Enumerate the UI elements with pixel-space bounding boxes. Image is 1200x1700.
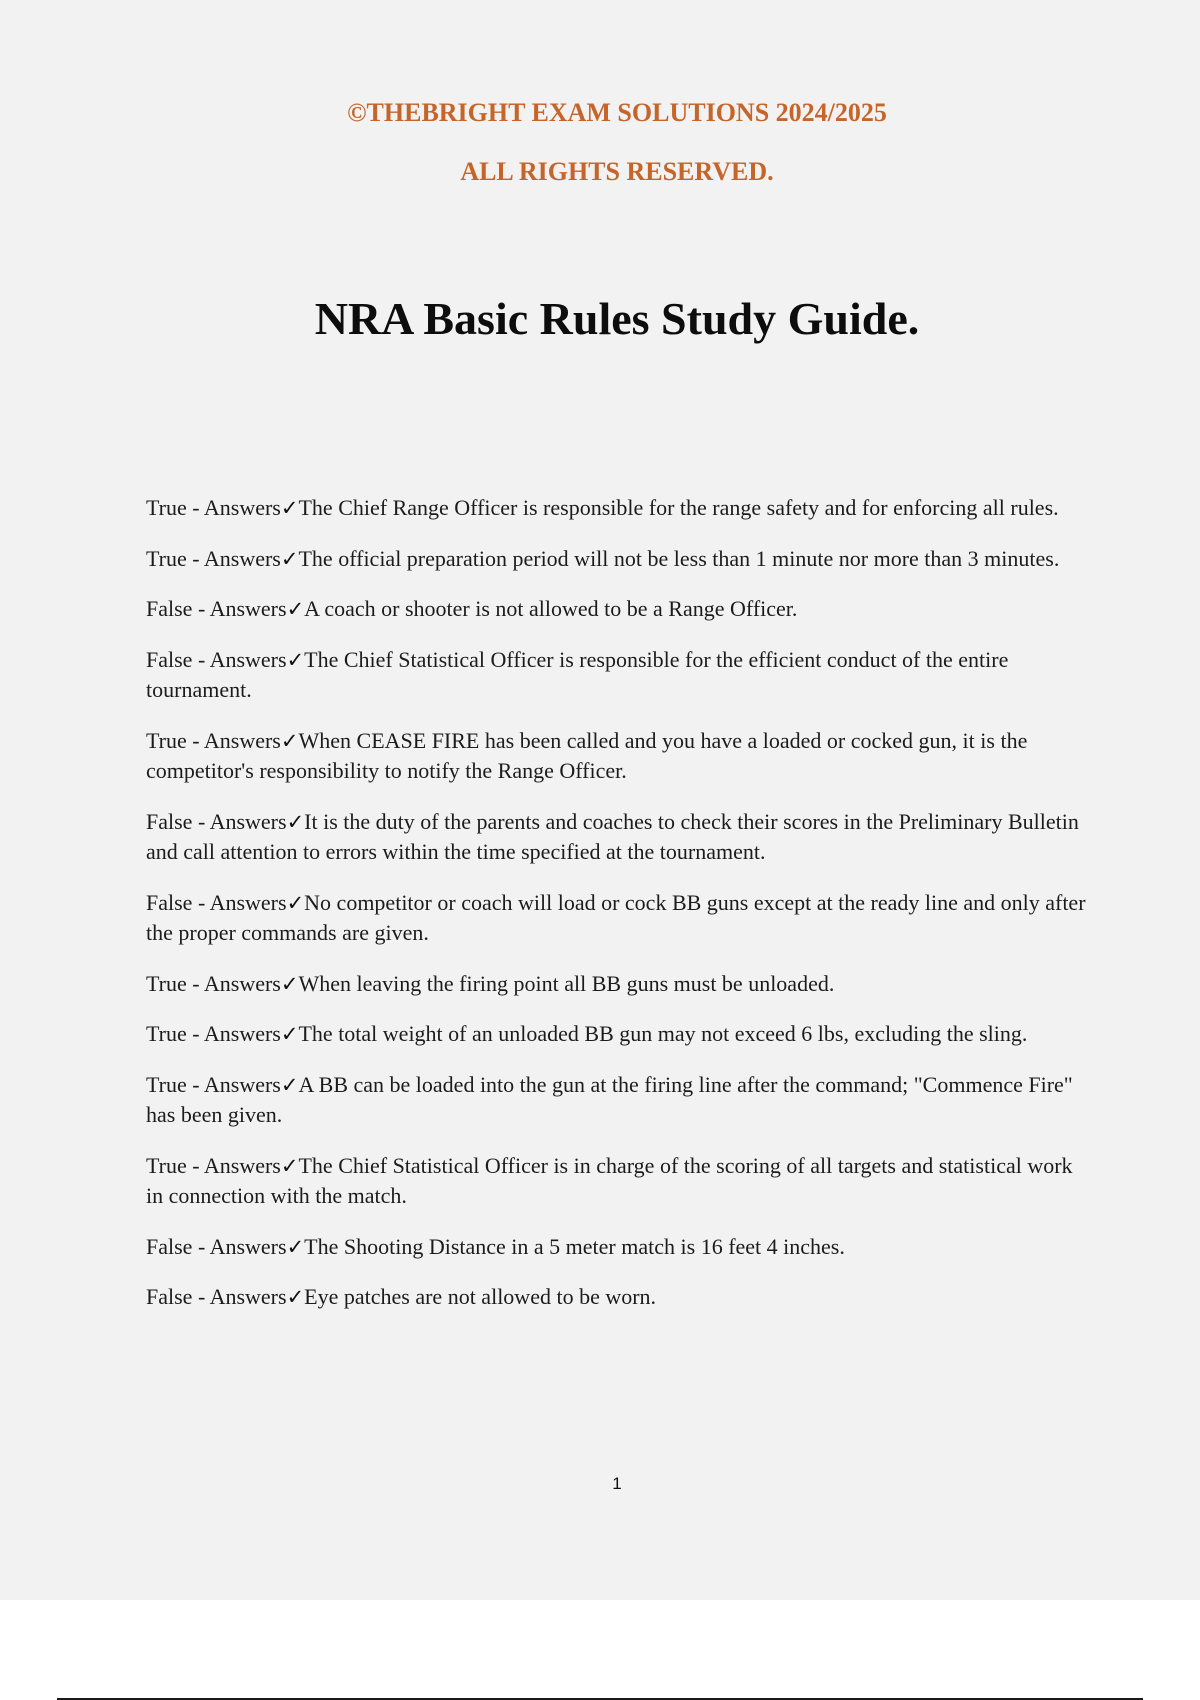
answer-item xyxy=(146,1019,1091,1050)
answer-separator: - Answers xyxy=(192,1233,287,1259)
answer-item xyxy=(146,1070,1091,1131)
answer-separator: - Answers xyxy=(186,1021,281,1046)
answer-item xyxy=(146,544,1091,575)
statement-text: When CEASE FIRE has been called and you have a loaded or cocked gun, it is the competitor's responsibility to notify the Range Officer. xyxy=(146,727,1028,783)
check-mark-icon: ✓ xyxy=(280,1153,299,1178)
statement-text: The Chief Statistical Officer is in charge of the scoring of all targets and statistical work in connection with the match. xyxy=(146,1152,1073,1208)
check-mark-icon: ✓ xyxy=(280,496,299,520)
statement-text: No competitor or coach will load or cock BB guns except at the ready line and only after the proper commands are given. xyxy=(146,889,1086,945)
statement-text: The Chief Range Officer is responsible for the range safety and for enforcing all rules. xyxy=(298,495,1059,520)
answer-value: True xyxy=(146,495,187,520)
statement-text: When leaving the firing point all BB guns must be unloaded. xyxy=(298,970,835,996)
statement-text: A coach or shooter is not allowed to be a Range Officer. xyxy=(304,596,798,621)
answer-item xyxy=(146,888,1091,949)
answer-separator: - Answers xyxy=(192,889,287,915)
check-mark-icon: ✓ xyxy=(280,546,299,571)
statement-text: A BB can be loaded into the gun at the firing line after the command; "Commence Fire" has been given. xyxy=(146,1071,1073,1127)
answer-value: False xyxy=(146,1233,193,1259)
check-mark-icon: ✓ xyxy=(286,647,305,672)
answer-separator: - Answers xyxy=(186,970,281,996)
check-mark-icon: ✓ xyxy=(280,1022,299,1046)
answer-separator: - Answers xyxy=(186,495,281,520)
answer-separator: - Answers xyxy=(192,1284,287,1309)
check-mark-icon: ✓ xyxy=(280,971,299,996)
answer-item xyxy=(146,726,1091,787)
check-mark-icon: ✓ xyxy=(280,728,299,753)
answer-value: False xyxy=(146,1284,193,1309)
answer-value: True xyxy=(146,1021,187,1046)
statement-text: It is the duty of the parents and coaches to check their scores in the Preliminary Bulletin and call attention to errors within the time specified at the tournament. xyxy=(146,808,1079,864)
check-mark-icon: ✓ xyxy=(286,1234,305,1259)
statement-text: The Chief Statistical Officer is responsible for the efficient conduct of the entire tournament. xyxy=(146,646,1009,702)
answer-item xyxy=(146,645,1091,706)
answer-value: True xyxy=(146,1152,187,1178)
check-mark-icon: ✓ xyxy=(286,809,305,834)
answer-item xyxy=(146,969,1091,1000)
answer-separator: - Answers xyxy=(186,727,281,753)
answer-value: True xyxy=(146,970,187,996)
check-mark-icon: ✓ xyxy=(286,597,305,621)
check-mark-icon: ✓ xyxy=(286,1285,305,1309)
answer-separator: - Answers xyxy=(192,646,287,672)
copyright-notice: ©THEBRIGHT EXAM SOLUTIONS 2024/2025 xyxy=(347,98,887,127)
answer-value: False xyxy=(146,646,193,672)
check-mark-icon: ✓ xyxy=(280,1072,299,1097)
statement-text: Eye patches are not allowed to be worn. xyxy=(304,1284,657,1309)
page-title: NRA Basic Rules Study Guide. xyxy=(314,293,920,344)
rights-reserved-notice: ALL RIGHTS RESERVED. xyxy=(460,157,774,186)
answer-separator: - Answers xyxy=(186,1071,281,1097)
answer-item xyxy=(146,1232,1091,1263)
answer-value: False xyxy=(146,808,193,834)
answer-separator: - Answers xyxy=(192,596,287,621)
answer-item xyxy=(146,807,1091,868)
answer-separator: - Answers xyxy=(186,1152,281,1178)
answer-separator: - Answers xyxy=(186,545,281,571)
answer-item xyxy=(146,1151,1091,1212)
answer-item xyxy=(146,493,1091,524)
answer-separator: - Answers xyxy=(192,808,287,834)
answer-value: False xyxy=(146,596,193,621)
answer-value: True xyxy=(146,727,187,753)
answer-list xyxy=(146,493,1091,1333)
check-mark-icon: ✓ xyxy=(286,890,305,915)
answer-value: True xyxy=(146,1071,187,1097)
answer-item xyxy=(146,594,1091,625)
statement-text: The Shooting Distance in a 5 meter match is 16 feet 4 inches. xyxy=(304,1233,845,1259)
answer-item xyxy=(146,1282,1091,1313)
answer-value: True xyxy=(146,545,187,571)
answer-value: False xyxy=(146,889,193,915)
statement-text: The official preparation period will not be less than 1 minute nor more than 3 minutes. xyxy=(298,545,1060,571)
statement-text: The total weight of an unloaded BB gun may not exceed 6 lbs, excluding the sling. xyxy=(298,1021,1028,1046)
page-number: 1 xyxy=(612,1474,622,1493)
